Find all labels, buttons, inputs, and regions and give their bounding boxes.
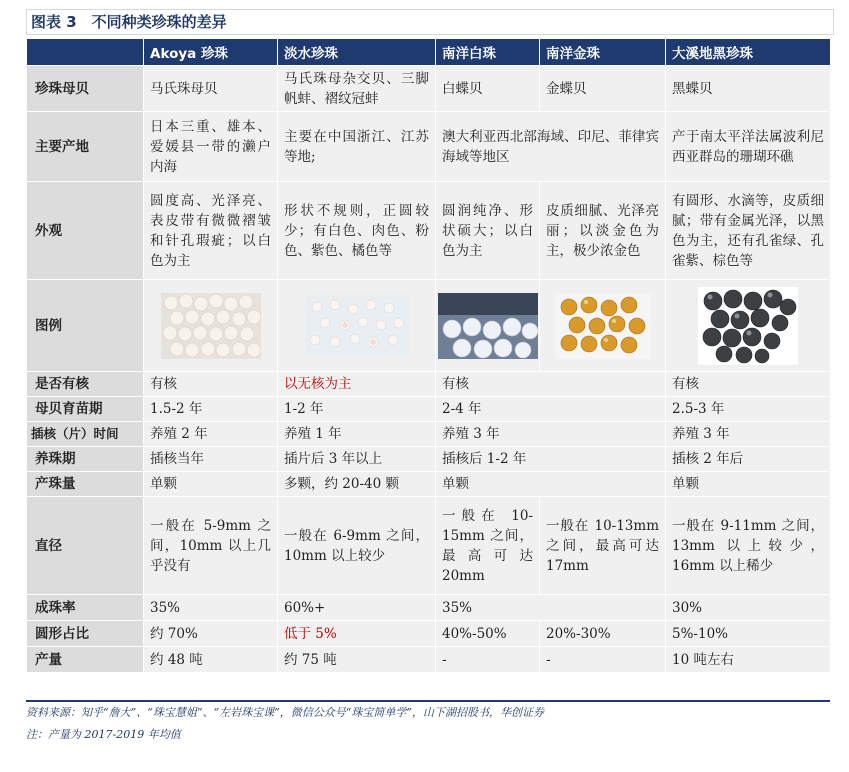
header-south-sea-white: 南洋白珠 [436, 39, 540, 66]
header-empty [27, 39, 144, 66]
row-label: 产珠量 [27, 472, 144, 497]
cell: 澳大利亚西北部海域、印尼、菲律宾海域等地区 [436, 112, 666, 182]
cell: 60%+ [278, 595, 436, 621]
cell: - [436, 647, 540, 673]
cell: 一般在 6-9mm 之间，10mm 以上较少 [278, 497, 436, 595]
source-note: 资料来源：知乎“詹大”、“珠宝慧姐”、“左岩珠宝课”，微信公众号“珠宝简单学”，山下湖招股书，华创证券 [26, 706, 544, 719]
cell: 养殖 3 年 [436, 422, 666, 447]
row-mother-shell [27, 66, 831, 112]
cell: 2.5-3 年 [666, 397, 831, 422]
cell: 马氏珠母贝 [144, 66, 278, 112]
cell-highlight: 以无核为主 [278, 372, 436, 397]
cell: 圆润纯净、形状硕大；以白色为主 [436, 182, 540, 280]
cell: 约 70% [144, 621, 278, 647]
freshwater-pearl-image [278, 280, 436, 372]
row-diameter [27, 497, 831, 595]
row-insert-time [27, 422, 831, 447]
akoya-pearl-image [144, 280, 278, 372]
cell: 单颗 [436, 472, 666, 497]
cell: 单颗 [144, 472, 278, 497]
row-label: 直径 [27, 497, 144, 595]
cell: 插核当年 [144, 447, 278, 472]
row-label: 珍珠母贝 [27, 66, 144, 112]
row-seedling [27, 397, 831, 422]
cell: 圆度高、光泽亮、表皮带有微微褶皱和针孔瑕疵；以白色为主 [144, 182, 278, 280]
cell: 约 48 吨 [144, 647, 278, 673]
cell: 多颗，约 20-40 颗 [278, 472, 436, 497]
row-output [27, 647, 831, 673]
cell: 金蝶贝 [540, 66, 666, 112]
cell: 一般在 5-9mm 之间，10mm 以上几乎没有 [144, 497, 278, 595]
row-label: 外观 [27, 182, 144, 280]
cell: 一般在 9-11mm 之间，13mm 以上较少，16mm 以上稀少 [666, 497, 831, 595]
cell: 形状不规则，正圆较少；有白色、肉色、粉色、紫色、橘色等 [278, 182, 436, 280]
cell: 有核 [144, 372, 278, 397]
row-label: 主要产地 [27, 112, 144, 182]
row-round-ratio [27, 621, 831, 647]
cell: 皮质细腻、光泽亮丽；以淡金色为主，极少浓金色 [540, 182, 666, 280]
cell: 40%-50% [436, 621, 540, 647]
cell: 有核 [666, 372, 831, 397]
pearl-comparison-table [26, 38, 831, 673]
cell: 一般在 10-15mm 之间，最高可达 20mm [436, 497, 540, 595]
row-culture-period [27, 447, 831, 472]
figure-title: 图表 3 不同种类珍珠的差异 [26, 9, 834, 35]
row-success-rate [27, 595, 831, 621]
cell: 日本三重、雄本、爱媛县一带的濑户内海 [144, 112, 278, 182]
cell: 10 吨左右 [666, 647, 831, 673]
row-label: 圆形占比 [27, 621, 144, 647]
row-label: 养珠期 [27, 447, 144, 472]
header-akoya: Akoya 珍珠 [144, 39, 278, 66]
cell: 插片后 3 年以上 [278, 447, 436, 472]
row-appearance [27, 182, 831, 280]
cell: 马氏珠母杂交贝、三脚帆蚌、褶纹冠蚌 [278, 66, 436, 112]
cell: - [540, 647, 666, 673]
header-tahitian-black: 大溪地黑珍珠 [666, 39, 831, 66]
cell: 插核后 1-2 年 [436, 447, 666, 472]
cell: 35% [144, 595, 278, 621]
row-illustration [27, 280, 831, 372]
cell: 单颗 [666, 472, 831, 497]
row-origin [27, 112, 831, 182]
cell: 主要在中国浙江、江苏等地; [278, 112, 436, 182]
cell: 约 75 吨 [278, 647, 436, 673]
row-yield-count [27, 472, 831, 497]
row-nucleus [27, 372, 831, 397]
cell: 2-4 年 [436, 397, 666, 422]
row-label: 成珠率 [27, 595, 144, 621]
cell: 1-2 年 [278, 397, 436, 422]
cell: 养殖 2 年 [144, 422, 278, 447]
row-label: 母贝育苗期 [27, 397, 144, 422]
header-freshwater: 淡水珍珠 [278, 39, 436, 66]
cell: 产于南太平洋法属波利尼西亚群岛的珊瑚环礁 [666, 112, 831, 182]
south-sea-gold-pearl-image [540, 280, 666, 372]
cell: 有核 [436, 372, 666, 397]
cell: 插核 2 年后 [666, 447, 831, 472]
row-label: 是否有核 [27, 372, 144, 397]
footnote: 注：产量为 2017-2019 年均值 [26, 728, 181, 741]
cell: 1.5-2 年 [144, 397, 278, 422]
cell: 养殖 1 年 [278, 422, 436, 447]
row-label: 产量 [27, 647, 144, 673]
cell: 有圆形、水滴等，皮质细腻；带有金属光泽，以黑色为主，还有孔雀绿、孔雀紫、棕色等 [666, 182, 831, 280]
cell: 一般在 10-13mm 之间，最高可达 17mm [540, 497, 666, 595]
cell: 20%-30% [540, 621, 666, 647]
header-row [27, 39, 831, 66]
cell: 35% [436, 595, 666, 621]
cell-highlight: 低于 5% [278, 621, 436, 647]
header-south-sea-gold: 南洋金珠 [540, 39, 666, 66]
cell: 30% [666, 595, 831, 621]
tahitian-black-pearl-image [666, 280, 831, 372]
table-bottom-rule [26, 700, 830, 702]
cell: 黑蝶贝 [666, 66, 831, 112]
cell: 养殖 3 年 [666, 422, 831, 447]
row-label: 插核（片）时间 [27, 422, 144, 447]
south-sea-white-pearl-image [436, 280, 540, 372]
cell: 白蝶贝 [436, 66, 540, 112]
row-label: 图例 [27, 280, 144, 372]
cell: 5%-10% [666, 621, 831, 647]
